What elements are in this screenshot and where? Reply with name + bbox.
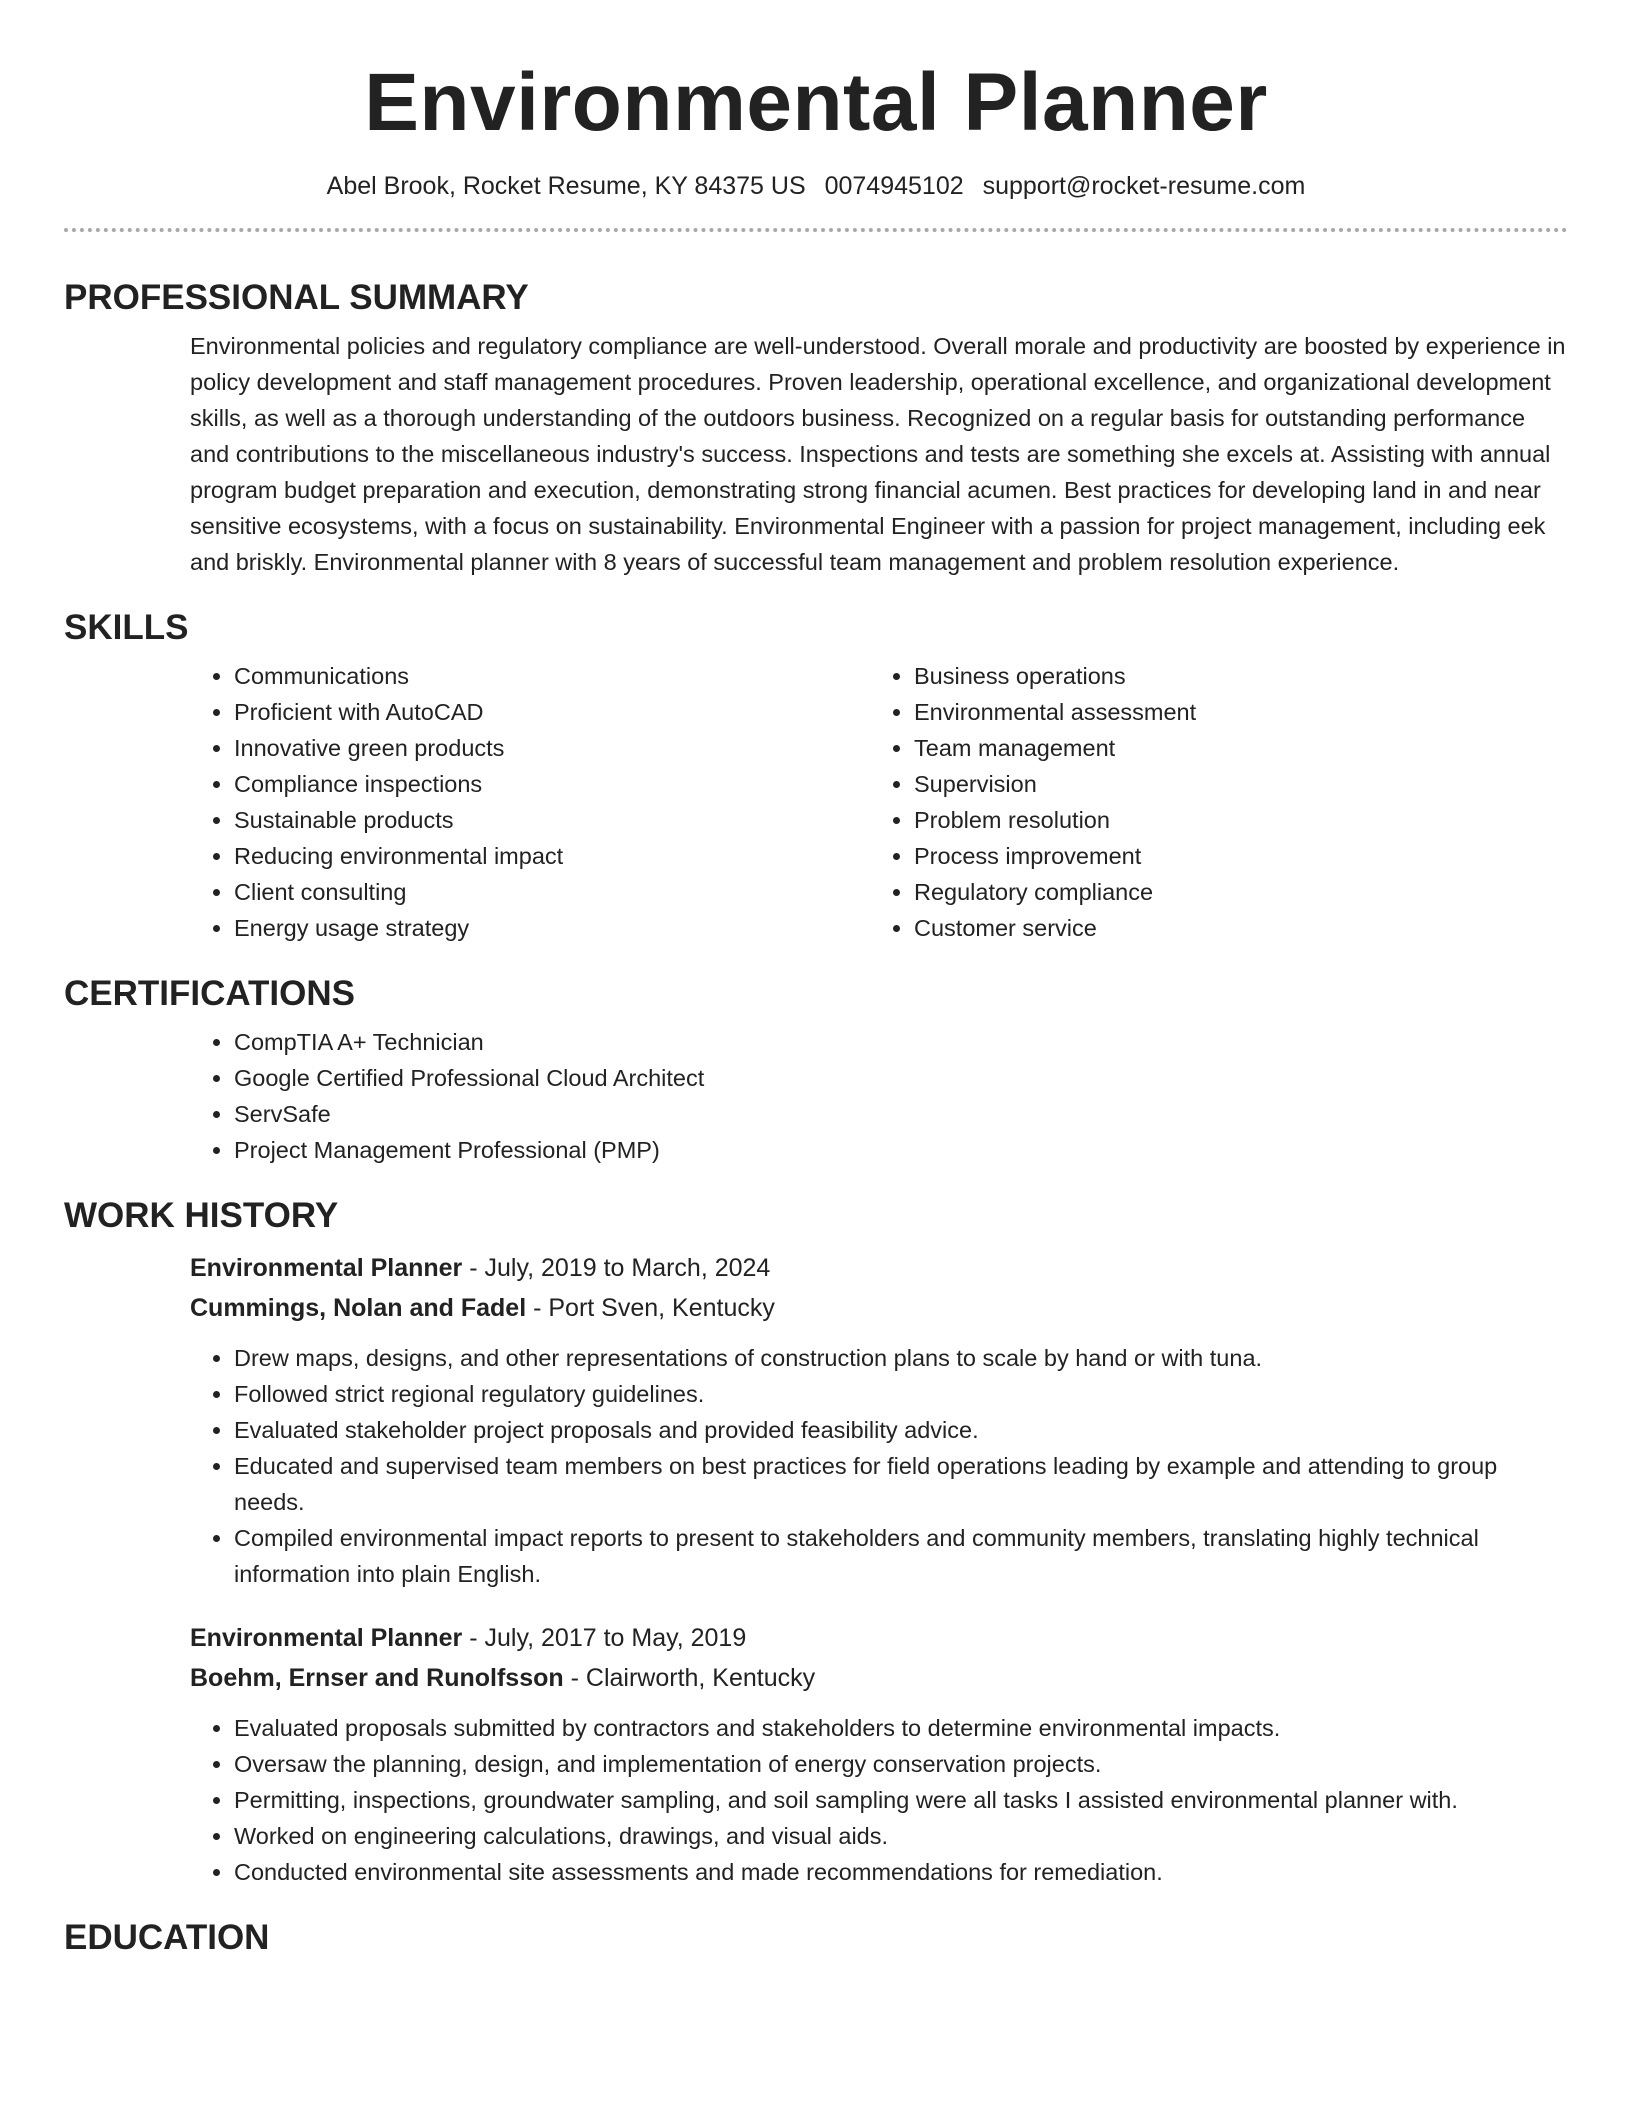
work-history-section: [64, 1194, 1568, 1890]
skill-item: • Innovative green products: [234, 730, 870, 766]
job-dates: - July, 2019 to March, 2024: [462, 1254, 771, 1282]
certification-item: • CompTIA A+ Technician: [234, 1024, 1568, 1060]
skill-item: • Energy usage strategy: [234, 910, 870, 946]
resume-title: Environmental Planner: [364, 57, 1268, 148]
skill-item: • Environmental assessment: [914, 694, 1550, 730]
job-duty: • Evaluated stakeholder project proposals and provided feasibility advice.: [234, 1412, 1568, 1448]
job-company-line: [190, 1658, 1568, 1698]
job-dates: - July, 2017 to May, 2019: [462, 1624, 747, 1652]
job-company-line: [190, 1288, 1568, 1328]
job-duties-list: [190, 1340, 1568, 1592]
skills-right-list: [870, 658, 1550, 946]
contact-address: Abel Brook, Rocket Resume, KY 84375 US: [326, 172, 806, 200]
skill-item: • Business operations: [914, 658, 1550, 694]
job-duty: • Oversaw the planning, design, and implementation of energy conservation projects.: [234, 1746, 1568, 1782]
contact-phone: 0074945102: [824, 172, 964, 200]
education-section: [64, 1916, 1568, 1960]
certification-item: • Google Certified Professional Cloud Architect: [234, 1060, 1568, 1096]
job-entry: [190, 1618, 1568, 1890]
skill-item: • Sustainable products: [234, 802, 870, 838]
summary-body: [190, 328, 1568, 580]
job-duty: • Conducted environmental site assessments and made recommendations for remediation.: [234, 1854, 1568, 1890]
contact-line: [64, 170, 1568, 202]
certification-item: • ServSafe: [234, 1096, 1568, 1132]
skill-item: • Client consulting: [234, 874, 870, 910]
skill-item: • Customer service: [914, 910, 1550, 946]
skills-right-column: [870, 658, 1550, 946]
job-duty: • Permitting, inspections, groundwater sampling, and soil sampling were all tasks I assisted environmental planner with.: [234, 1782, 1568, 1818]
skill-item: • Supervision: [914, 766, 1550, 802]
skills-left-column: [190, 658, 870, 946]
work-history-heading: WORK HISTORY: [64, 1196, 339, 1235]
job-duty: • Worked on engineering calculations, drawings, and visual aids.: [234, 1818, 1568, 1854]
skill-item: • Communications: [234, 658, 870, 694]
skills-columns: [190, 658, 1568, 946]
header-divider: [64, 228, 1568, 232]
summary-section: [64, 276, 1568, 580]
job-company: Boehm, Ernser and Runolfsson: [190, 1664, 564, 1692]
certifications-body: [190, 1024, 1568, 1168]
skill-item: • Regulatory compliance: [914, 874, 1550, 910]
job-duty: • Drew maps, designs, and other representations of construction plans to scale by hand or with tuna.: [234, 1340, 1568, 1376]
job-duties-list: [190, 1710, 1568, 1890]
job-title: Environmental Planner: [190, 1254, 463, 1282]
certifications-section: [64, 972, 1568, 1168]
job-title-line: [190, 1248, 1568, 1288]
skill-item: • Process improvement: [914, 838, 1550, 874]
job-company: Cummings, Nolan and Fadel: [190, 1294, 527, 1322]
job-duty: • Evaluated proposals submitted by contractors and stakeholders to determine environmental impacts.: [234, 1710, 1568, 1746]
certification-item: • Project Management Professional (PMP): [234, 1132, 1568, 1168]
skill-item: • Problem resolution: [914, 802, 1550, 838]
skill-item: • Compliance inspections: [234, 766, 870, 802]
summary-text: Environmental policies and regulatory compliance are well-understood. Overall morale and productivity are boosted by experience in policy development and staff management procedures. Proven leadership, operational excellence, and organizational development skills, as well as a thorough understanding of the outdoors business. Recognized on a regular basis for outstanding performance and contributions to the miscellaneous industry's success. Inspections and tests are something she excels at. Assisting with annual program budget preparation and execution, demonstrating strong financial acumen. Best practices for developing land in and near sensitive ecosystems, with a focus on sustainability. Environmental Engineer with a passion for project management, including eek and briskly. Environmental planner with 8 years of successful team management and problem resolution experience.: [190, 333, 1566, 575]
job-location: - Port Sven, Kentucky: [526, 1294, 775, 1322]
skills-heading: SKILLS: [64, 608, 189, 647]
skills-section: [64, 606, 1568, 946]
education-heading: EDUCATION: [64, 1918, 270, 1957]
job-duty: • Educated and supervised team members on best practices for field operations leading by example and attending to group needs.: [234, 1448, 1568, 1520]
summary-heading: PROFESSIONAL SUMMARY: [64, 278, 529, 317]
job-title: Environmental Planner: [190, 1624, 463, 1652]
job-title-line: [190, 1618, 1568, 1658]
skill-item: • Proficient with AutoCAD: [234, 694, 870, 730]
job-entry: [190, 1248, 1568, 1592]
contact-email: support@rocket-resume.com: [982, 172, 1306, 200]
job-duty: • Compiled environmental impact reports to present to stakeholders and community members, translating highly technical information into plain English.: [234, 1520, 1568, 1592]
skills-left-list: [190, 658, 870, 946]
resume-page: [64, 0, 1568, 1960]
job-location: - Clairworth, Kentucky: [563, 1664, 816, 1692]
certifications-heading: CERTIFICATIONS: [64, 974, 356, 1013]
certifications-list: [190, 1024, 1568, 1168]
skill-item: • Reducing environmental impact: [234, 838, 870, 874]
skill-item: • Team management: [914, 730, 1550, 766]
job-duty: • Followed strict regional regulatory guidelines.: [234, 1376, 1568, 1412]
